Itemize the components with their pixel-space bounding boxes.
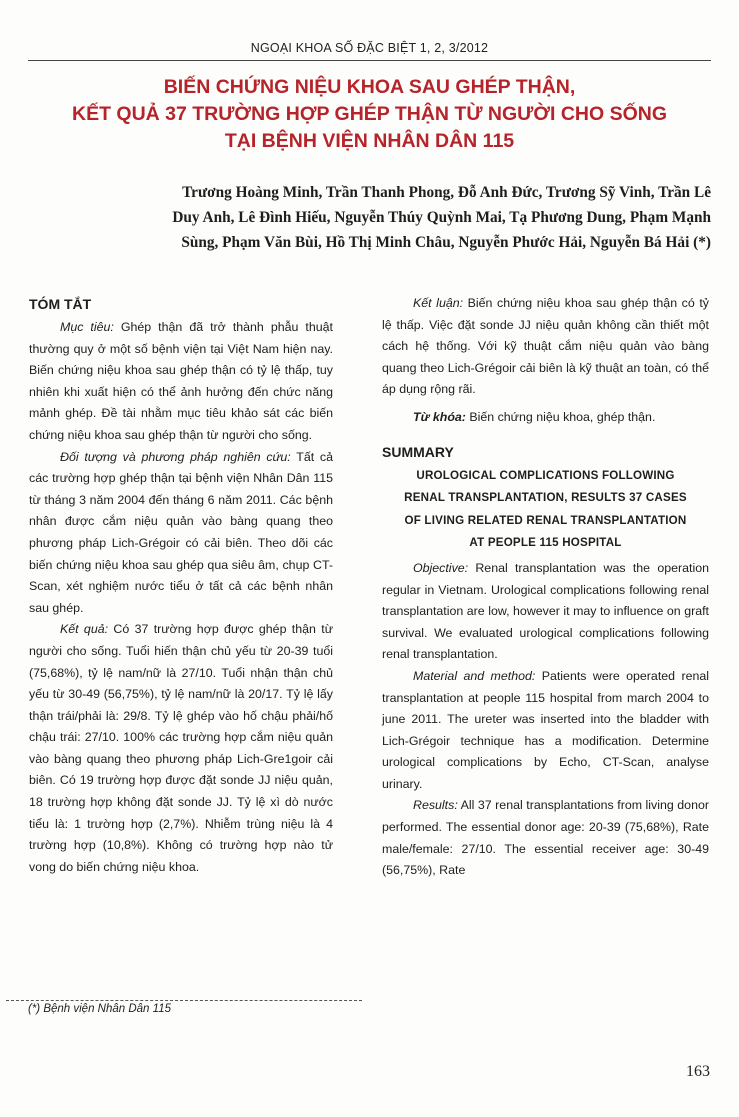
keywords-label: Từ khóa:: [413, 409, 466, 424]
summary-title: [382, 465, 709, 555]
abstract-vi-results: [29, 619, 333, 878]
footnote-rule: [6, 1000, 362, 1001]
conclusion-text: Biến chứng niệu khoa sau ghép thận có tỷ lệ thấp. Việc đặt sonde JJ niệu quản không cần thiết một cách hệ thống. Với kỹ thuật cắm niệu quản vào bàng quang theo Lich-Grégoir cải biên là kỹ thuật an toàn, có thể áp dụng rộng rãi.: [382, 296, 709, 397]
summary-objective: [382, 558, 709, 666]
summary-title-line-2: RENAL TRANSPLANTATION, RESULTS 37 CASES: [404, 491, 687, 505]
author-list: [76, 180, 711, 255]
method-label: Đối tượng và phương pháp nghiên cứu:: [60, 449, 291, 464]
results-text: Có 37 trường hợp được ghép thận từ người cho sống. Tuổi hiến thận chủ yếu từ 20-39 tuổi (75,68%), tỷ lệ nam/nữ là 27/10. Tuổi nhận thận chủ yếu từ 30-49 (56,75%), tỷ lệ nam/nữ là 20/17. Tỷ lệ lấy thận trái/phải là: 29/8. Tỷ lệ ghép vào hố chậu phải/hố chậu trái: 27/10. 100% các trường hợp cắm niệu quản vào bàng quang theo phương pháp Lich-Gre1goir cải biên. Có 19 trường hợp được đặt sonde JJ niệu quản, 18 trường hợp không đặt sonde JJ. Tỷ lệ xì dò nước tiểu là: 1 trường hợp (2,7%). Nhiễm trùng niệu là 4 trường hợp (10,8%). Không có trường hợp nào tử vong do biến chứng niệu khoa.: [29, 622, 333, 874]
keywords-text: Biến chứng niệu khoa, ghép thận.: [465, 409, 656, 424]
summary-title-line-3: OF LIVING RELATED RENAL TRANSPLANTATION: [404, 513, 687, 527]
summary-title-line-4: AT PEOPLE 115 HOSPITAL: [469, 536, 622, 550]
en-objective-text: Renal transplantation was the operation regular in Vietnam. Urological complications following renal transplantation are low, however it may to influence on graft survival. We evaluated urological complications following renal transplantation.: [382, 560, 709, 662]
left-column: [29, 293, 333, 878]
en-method-text: Patients were operated renal transplantation at people 115 hospital from march 2004 to june 2011. The ureter was inserted into the bladder with Lich-Grégoir technique has a modification. Determine urological complications by Echo, CT-Scan, analyse urinary.: [382, 668, 709, 791]
en-results-text: All 37 renal transplantations from living donor performed. The essential donor age: 20-39 (75,68%), Rate male/female: 27/10. The essential receiver age: 30-49 (56,75%), Rate: [382, 798, 709, 878]
footnote: (*) Bệnh viện Nhân Dân 115: [28, 1003, 171, 1015]
summary-method: [382, 666, 709, 796]
objective-text: Ghép thận đã trở thành phẫu thuật thường quy ở một số bệnh viện tại Việt Nam hiện nay. Biến chứng niệu khoa sau ghép thận có tỷ lệ thấp, tuy nhiên khi xuất hiện có thể ảnh hưởng đến chức năng mảnh ghép. Đề tài nhằm mục tiêu khảo sát các biến chứng niệu khoa sau ghép thận từ người cho sống.: [29, 320, 333, 442]
right-column: [382, 293, 709, 882]
authors-line-3: Sùng, Phạm Văn Bùi, Hồ Thị Minh Châu, Nguyễn Phước Hải, Nguyễn Bá Hải (*): [181, 234, 711, 251]
summary-results: [382, 795, 709, 881]
conclusion-label: Kết luận:: [413, 296, 464, 310]
en-method-label: Material and method:: [413, 668, 536, 683]
authors-line-1: Trương Hoàng Minh, Trần Thanh Phong, Đỗ Anh Đức, Trương Sỹ Vinh, Trần Lê: [182, 184, 711, 201]
abstract-vi-heading: TÓM TẮT: [29, 296, 92, 312]
summary-title-line-1: UROLOGICAL COMPLICATIONS FOLLOWING: [416, 468, 675, 482]
header-rule: [28, 60, 711, 61]
journal-header: NGOẠI KHOA SỐ ĐẶC BIỆT 1, 2, 3/2012: [250, 41, 489, 55]
abstract-vi-keywords: [382, 407, 709, 429]
paper-title: [30, 74, 709, 155]
abstract-vi-objective: [29, 317, 333, 447]
title-line-1: BIẾN CHỨNG NIỆU KHOA SAU GHÉP THẬN,: [163, 76, 576, 98]
results-label: Kết quả:: [60, 622, 109, 637]
title-line-2: KẾT QUẢ 37 TRƯỜNG HỢP GHÉP THẬN TỪ NGƯỜI CHO SỐNG: [71, 103, 668, 125]
authors-line-2: Duy Anh, Lê Đình Hiếu, Nguyễn Thúy Quỳnh Mai, Tạ Phương Dung, Phạm Mạnh: [172, 209, 711, 226]
objective-label: Mục tiêu:: [60, 320, 114, 334]
title-line-3: TẠI BỆNH VIỆN NHÂN DÂN 115: [224, 130, 515, 152]
en-objective-label: Objective:: [413, 560, 469, 575]
page-number: 163: [686, 1063, 710, 1080]
method-text: Tất cả các trường hợp ghép thận tại bệnh viện Nhân Dân 115 từ tháng 3 năm 2004 đến tháng 6 năm 2011. Các bệnh nhân được cắm niệu quản vào bàng quang theo phương pháp Lich-Grégoir có cải biên. Theo dõi các biến chứng niệu khoa sau ghép qua siêu âm, chụp CT-Scan, xét nghiệm nước tiểu ở tất cả các bệnh nhân sau ghép.: [29, 449, 333, 615]
summary-heading: SUMMARY: [382, 443, 454, 460]
abstract-vi-conclusion: [382, 293, 709, 401]
abstract-vi-method: [29, 447, 333, 620]
en-results-label: Results:: [413, 798, 458, 813]
